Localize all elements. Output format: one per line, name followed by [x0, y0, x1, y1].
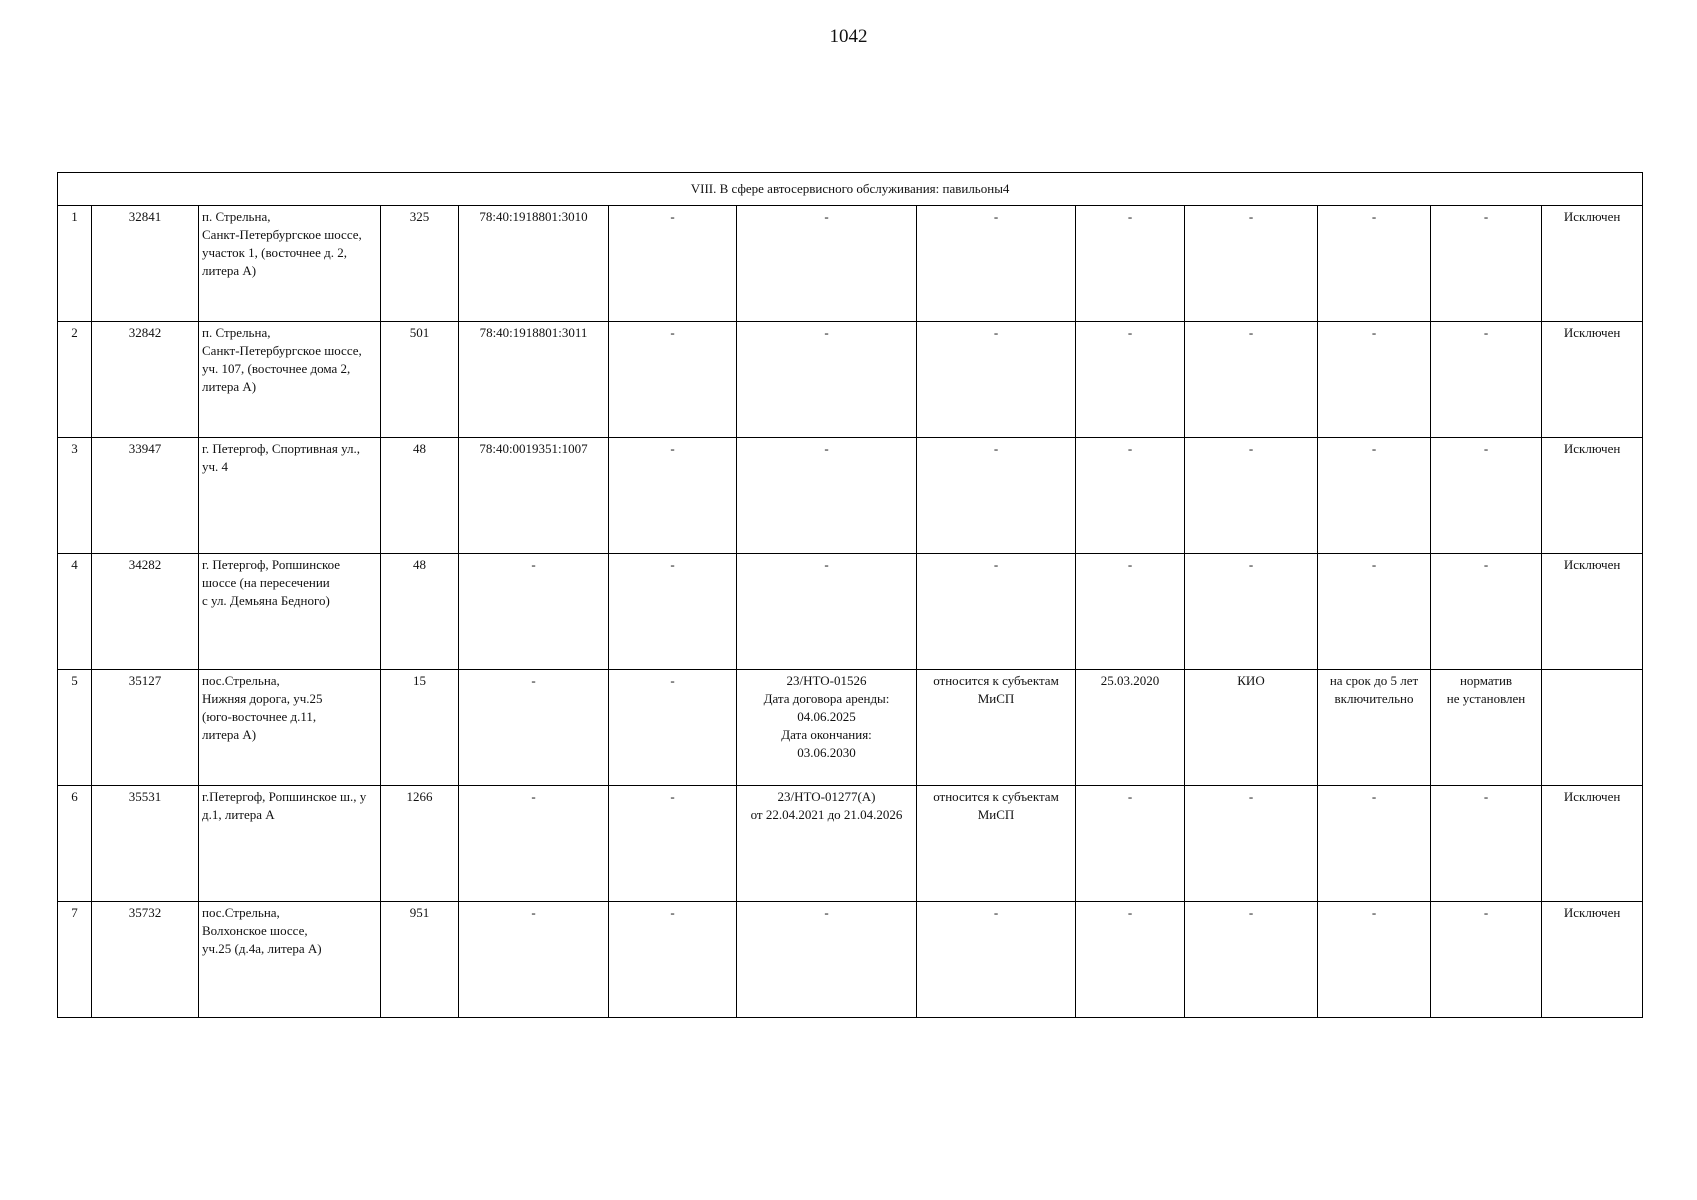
decision-date-cell: 25.03.2020: [1076, 670, 1185, 786]
row-number-cell: 5: [58, 670, 92, 786]
area-cell: 501: [381, 322, 459, 438]
area-cell: 325: [381, 206, 459, 322]
smb-subject-cell: относится к субъектам МиСП: [917, 670, 1076, 786]
norm-cell: -: [1431, 322, 1542, 438]
organization-cell: -: [1185, 786, 1318, 902]
address-cell: г.Петергоф, Ропшинское ш., у д.1, литера А: [199, 786, 381, 902]
placement-term-cell: -: [1318, 206, 1431, 322]
object-id-cell: 34282: [92, 554, 199, 670]
decision-date-cell: -: [1076, 322, 1185, 438]
cadastral-number-cell: 78:40:1918801:3010: [459, 206, 609, 322]
page-number: 1042: [829, 26, 868, 47]
organization-cell: -: [1185, 206, 1318, 322]
organization-cell: -: [1185, 438, 1318, 554]
contract-info-cell: -: [737, 438, 917, 554]
smb-subject-cell: -: [917, 554, 1076, 670]
placement-term-cell: на срок до 5 лет включительно: [1318, 670, 1431, 786]
area-cell: 1266: [381, 786, 459, 902]
placement-term-cell: -: [1318, 902, 1431, 1018]
table-row: [58, 902, 1643, 1018]
section-header-row: [58, 173, 1643, 206]
column-6-value-cell: -: [609, 902, 737, 1018]
norm-cell: -: [1431, 786, 1542, 902]
placement-term-cell: -: [1318, 322, 1431, 438]
address-cell: пос.Стрельна, Нижняя дорога, уч.25 (юго-восточнее д.11, литера А): [199, 670, 381, 786]
row-number-cell: 2: [58, 322, 92, 438]
status-cell: Исключен: [1542, 902, 1643, 1018]
address-cell: г. Петергоф, Спортивная ул., уч. 4: [199, 438, 381, 554]
status-cell: Исключен: [1542, 554, 1643, 670]
cadastral-number-cell: -: [459, 902, 609, 1018]
row-number-cell: 4: [58, 554, 92, 670]
row-number-cell: 6: [58, 786, 92, 902]
area-cell: 15: [381, 670, 459, 786]
table-row: [58, 786, 1643, 902]
smb-subject-cell: -: [917, 322, 1076, 438]
address-cell: п. Стрельна, Санкт-Петербургское шоссе, уч. 107, (восточнее дома 2, литера А): [199, 322, 381, 438]
decision-date-cell: -: [1076, 206, 1185, 322]
decision-date-cell: -: [1076, 438, 1185, 554]
table-row: [58, 322, 1643, 438]
cadastral-number-cell: 78:40:1918801:3011: [459, 322, 609, 438]
area-cell: 48: [381, 438, 459, 554]
section-title: VIII. В сфере автосервисного обслуживания: павильоны4: [58, 173, 1643, 206]
contract-info-cell: -: [737, 554, 917, 670]
column-6-value-cell: -: [609, 206, 737, 322]
organization-cell: -: [1185, 902, 1318, 1018]
contract-info-cell: 23/НТО-01526 Дата договора аренды: 04.06.2025 Дата окончания: 03.06.2030: [737, 670, 917, 786]
cadastral-number-cell: -: [459, 554, 609, 670]
column-6-value-cell: -: [609, 554, 737, 670]
row-number-cell: 1: [58, 206, 92, 322]
row-number-cell: 7: [58, 902, 92, 1018]
norm-cell: норматив не установлен: [1431, 670, 1542, 786]
object-id-cell: 32842: [92, 322, 199, 438]
norm-cell: -: [1431, 554, 1542, 670]
decision-date-cell: -: [1076, 554, 1185, 670]
cadastral-number-cell: -: [459, 670, 609, 786]
status-cell: Исключен: [1542, 322, 1643, 438]
smb-subject-cell: -: [917, 206, 1076, 322]
object-id-cell: 35531: [92, 786, 199, 902]
object-id-cell: 32841: [92, 206, 199, 322]
cadastral-number-cell: -: [459, 786, 609, 902]
norm-cell: -: [1431, 438, 1542, 554]
norm-cell: -: [1431, 902, 1542, 1018]
smb-subject-cell: -: [917, 438, 1076, 554]
column-6-value-cell: -: [609, 438, 737, 554]
area-cell: 48: [381, 554, 459, 670]
contract-info-cell: -: [737, 322, 917, 438]
address-cell: п. Стрельна, Санкт-Петербургское шоссе, участок 1, (восточнее д. 2, литера А): [199, 206, 381, 322]
smb-subject-cell: -: [917, 902, 1076, 1018]
contract-info-cell: -: [737, 206, 917, 322]
contract-info-cell: 23/НТО-01277(А) от 22.04.2021 до 21.04.2026: [737, 786, 917, 902]
organization-cell: -: [1185, 322, 1318, 438]
decision-date-cell: -: [1076, 786, 1185, 902]
object-id-cell: 35127: [92, 670, 199, 786]
status-cell: Исключен: [1542, 206, 1643, 322]
registry-table: [57, 172, 1643, 1018]
column-6-value-cell: -: [609, 322, 737, 438]
address-cell: г. Петергоф, Ропшинское шоссе (на пересечении с ул. Демьяна Бедного): [199, 554, 381, 670]
column-6-value-cell: -: [609, 786, 737, 902]
column-6-value-cell: -: [609, 670, 737, 786]
address-cell: пос.Стрельна, Волхонское шоссе, уч.25 (д.4а, литера А): [199, 902, 381, 1018]
status-cell: Исключен: [1542, 786, 1643, 902]
norm-cell: -: [1431, 206, 1542, 322]
area-cell: 951: [381, 902, 459, 1018]
contract-info-cell: -: [737, 902, 917, 1018]
object-id-cell: 33947: [92, 438, 199, 554]
row-number-cell: 3: [58, 438, 92, 554]
table-row: [58, 438, 1643, 554]
smb-subject-cell: относится к субъектам МиСП: [917, 786, 1076, 902]
placement-term-cell: -: [1318, 438, 1431, 554]
placement-term-cell: -: [1318, 554, 1431, 670]
organization-cell: КИО: [1185, 670, 1318, 786]
table-row: [58, 206, 1643, 322]
status-cell: [1542, 670, 1643, 786]
table-row: [58, 670, 1643, 786]
status-cell: Исключен: [1542, 438, 1643, 554]
organization-cell: -: [1185, 554, 1318, 670]
cadastral-number-cell: 78:40:0019351:1007: [459, 438, 609, 554]
placement-term-cell: -: [1318, 786, 1431, 902]
decision-date-cell: -: [1076, 902, 1185, 1018]
object-id-cell: 35732: [92, 902, 199, 1018]
table-row: [58, 554, 1643, 670]
